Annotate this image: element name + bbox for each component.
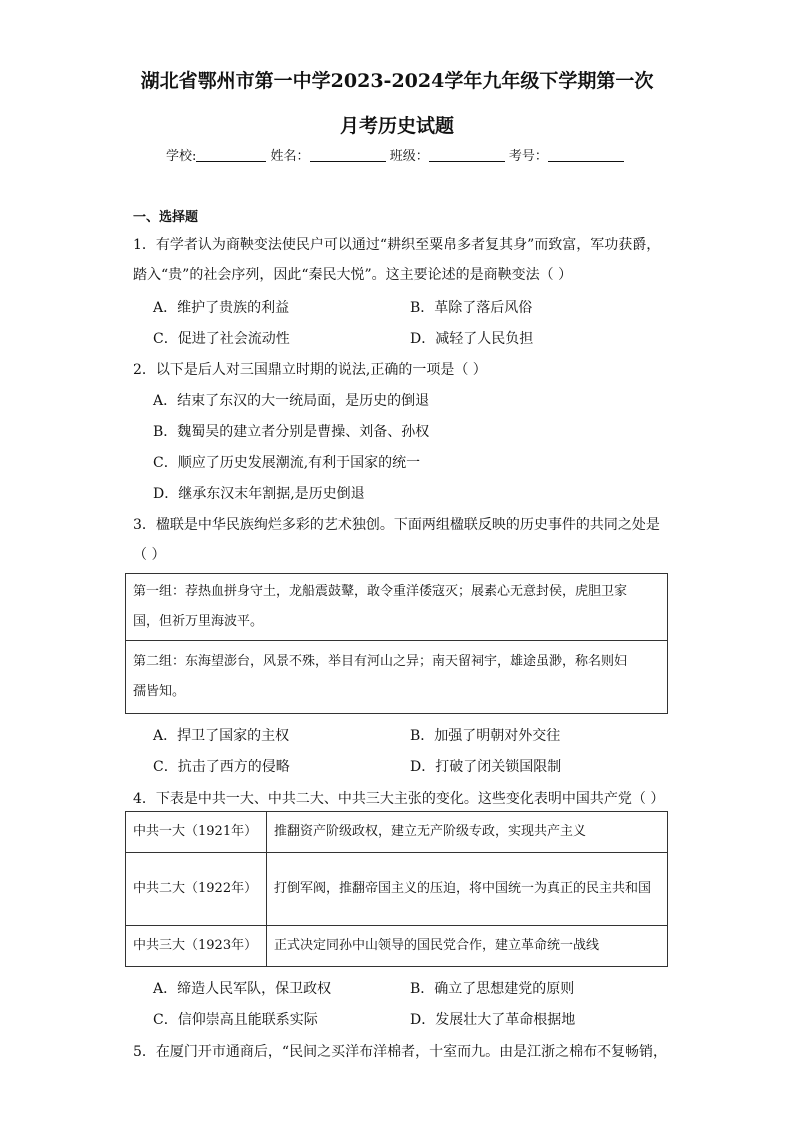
- q1-stem-line2: 踏入“贵”的社会序列，因此“秦民大悦”。这主要论述的是商鞅变法（ ）: [133, 267, 573, 283]
- q4-option-d[interactable]: D．发展壮大了革命根据地: [410, 1012, 576, 1028]
- q1-stem-line1: 1．有学者认为商鞅变法使民户可以通过“耕织至粟帛多者复其身”而致富，军功获爵，: [133, 237, 661, 253]
- couplet-group-1-line2: 国，但祈万里海波平。: [133, 614, 264, 629]
- table-cell-content: 推翻资产阶级政权，建立无产阶级专政，实现共产主义: [267, 812, 668, 853]
- table-cell-content: 打倒军阀，推翻帝国主义的压迫，将中国统一为真正的民主共和国: [267, 853, 668, 926]
- q4-option-a[interactable]: A．缔造人民军队，保卫政权: [153, 981, 332, 997]
- section-heading: 一、选择题: [133, 210, 199, 225]
- q1-option-a[interactable]: A．维护了贵族的利益: [153, 300, 290, 316]
- table-row: [126, 926, 668, 967]
- couplet-group-1-line1: 第一组：荐热血拼身守土，龙船震鼓鼙，敢令重洋倭寇灭；展素心无意封侯，虎胆卫家: [133, 584, 628, 599]
- couplet-box: [125, 573, 668, 714]
- school-label: 学校:: [166, 149, 197, 164]
- exam-number-blank[interactable]: [548, 149, 624, 162]
- q3-stem-line1: 3．楹联是中华民族绚烂多彩的艺术独创。下面两组楹联反映的历史事件的共同之处是: [133, 517, 660, 533]
- couplet-group-2-line1: 第二组：东海望澎台，风景不殊，举目有河山之异；南天留祠宇，雄途虽渺，称名则妇: [133, 654, 628, 669]
- couplet-group-1: [126, 574, 668, 641]
- table-cell-label: 中共三大（1923年）: [126, 926, 267, 967]
- table-cell-label: 中共一大（1921年）: [126, 812, 267, 853]
- q2-option-a[interactable]: A．结束了东汉的大一统局面，是历史的倒退: [153, 393, 430, 409]
- q1-option-c[interactable]: C．促进了社会流动性: [153, 331, 290, 347]
- couplet-group-2: [126, 641, 668, 714]
- name-blank[interactable]: [310, 149, 386, 162]
- table-row: [126, 853, 668, 926]
- q3-option-b[interactable]: B．加强了明朝对外交往: [410, 728, 561, 744]
- table-row: [126, 812, 668, 853]
- student-info-row: [166, 145, 624, 164]
- q5-stem-line1: 5．在厦门开市通商后，“民间之买洋布洋棉者，十室而九。由是江浙之棉布不复畅销，: [133, 1044, 668, 1060]
- name-label: 姓名：: [270, 149, 310, 164]
- q3-option-d[interactable]: D．打破了闭关锁国限制: [410, 759, 562, 775]
- class-label: 班级：: [389, 149, 429, 164]
- q2-option-c[interactable]: C．顺应了历史发展潮流,有利于国家的统一: [153, 455, 421, 471]
- school-blank[interactable]: [196, 149, 266, 162]
- class-blank[interactable]: [429, 149, 505, 162]
- q4-option-b[interactable]: B．确立了思想建党的原则: [410, 981, 575, 997]
- q4-stem: 4．下表是中共一大、中共二大、中共三大主张的变化。这些变化表明中国共产党（ ）: [133, 791, 665, 807]
- q1-option-b[interactable]: B．革除了落后风俗: [410, 300, 533, 316]
- q1-option-d[interactable]: D．减轻了人民负担: [410, 331, 534, 347]
- q3-option-c[interactable]: C．抗击了西方的侵略: [153, 759, 290, 775]
- table-cell-content: 正式决定同孙中山领导的国民党合作，建立革命统一战线: [267, 926, 668, 967]
- table-cell-label: 中共二大（1922年）: [126, 853, 267, 926]
- exam-title-line2: 月考历史试题: [339, 115, 454, 137]
- couplet-group-2-line2: 孺皆知。: [133, 684, 186, 699]
- q2-option-d[interactable]: D．继承东汉末年割据,是历史倒退: [153, 486, 365, 502]
- q4-option-c[interactable]: C．信仰崇高且能联系实际: [153, 1012, 318, 1028]
- q2-option-b[interactable]: B．魏蜀吴的建立者分别是曹操、刘备、孙权: [153, 424, 430, 440]
- q2-stem: 2．以下是后人对三国鼎立时期的说法,正确的一项是（ ）: [133, 362, 487, 378]
- q3-option-a[interactable]: A．捍卫了国家的主权: [153, 728, 290, 744]
- exam-title-line1: 湖北省鄂州市第一中学2023-2024学年九年级下学期第一次: [140, 70, 654, 92]
- q3-stem-line2: （ ）: [133, 547, 166, 563]
- exam-number-label: 考号：: [508, 149, 548, 164]
- cpc-congress-table: [125, 811, 668, 967]
